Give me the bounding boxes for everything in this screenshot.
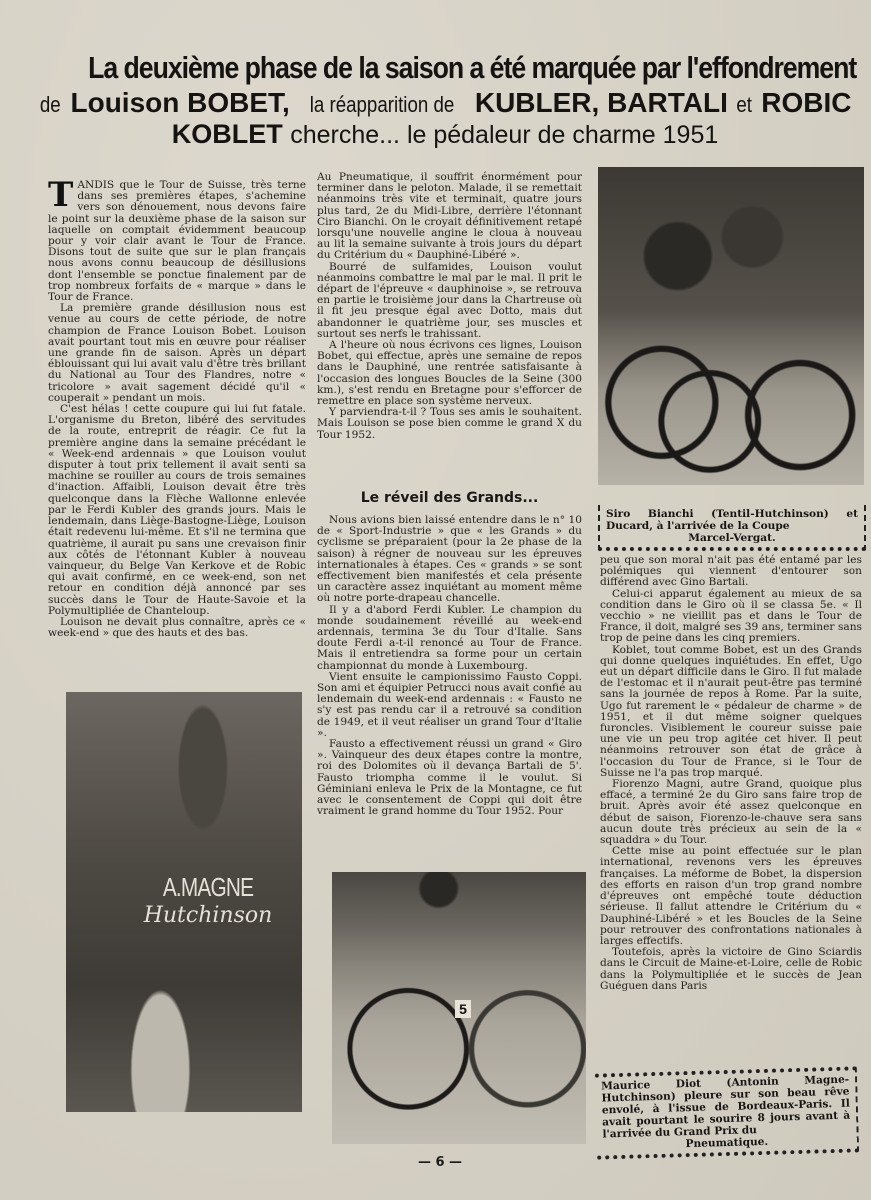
paragraph: Louison ne devait plus connaître, après ce « week-end » que des hauts et des bas. <box>48 615 306 640</box>
article-column-1 <box>48 175 306 640</box>
paragraph: Cette mise au point effectuée sur le plan international, revenons vers les épreuves françaises. La méforme de Bobet, la dispersion des efforts en raison d'un trop grand nombre d'épreuves ont empêché toute déduction sérieuse. Il fallut attendre le Critérium du « Dauphiné-Libéré » et les Boucles de la Seine pour retrouver des confrontations nationales à larges effectifs. <box>600 845 862 947</box>
paragraph: Fausto a effectivement réussi un grand « Giro ». Vainqueur des deux étapes contre la montre, roi des Dolomites où il devança Bartali de 5'. Fausto triompha comme il le voulut. Si Géminiani enleva le Prix de la Montagne, ce fut avec le consentement de Coppi qui doit être vraiment le grand homme du Tour 1952. Pour <box>317 738 582 818</box>
article-column-2-continued <box>317 515 582 817</box>
section-subheading: Le réveil des Grands... <box>360 490 539 506</box>
headline-line-1: La deuxième phase de la saison a été marquée par l'effondrement <box>88 50 857 85</box>
paragraph: peu que son moral n'ait pas été entamé par les polémiques qui viennent d'entourer son différend avec Gino Bartali. <box>600 554 862 589</box>
jersey-lettering: A.MAGNE Hutchinson <box>143 872 273 928</box>
headline-line-3: KOBLET cherche... le pédaleur de charme 1951 <box>171 119 719 149</box>
paragraph: Il y a d'abord Ferdi Kubler. Le champion du monde soudainement réveillé au week-end ardennais, termina 3e du Tour d'Italie. Sans doute Ferdi a-t-il renoncé au Tour de France. Mais il entretiendra sa forme pour un certain championnat du monde à Luxembourg. <box>317 603 582 672</box>
paragraph: A l'heure où nous écrivons ces lignes, Louison Bobet, qui effectue, après une semaine de repos dans le Dauphiné, une rentrée satisfaisante à l'occasion des longues Boucles de la Seine (300 km.), s'est rendu en Bretagne pour s'efforcer de remettre en place son système nerveux. <box>317 339 582 408</box>
article-column-2 <box>317 172 582 441</box>
paragraph: Y parviendra-t-il ? Tous ses amis le souhaitent. Mais Louison se pose bien comme le grand X du Tour 1952. <box>317 406 582 441</box>
paragraph: Toutefois, après la victoire de Gino Sciardis dans le Circuit de Maine-et-Loire, celle de Robic dans la Polymultipliée et le succès de Jean Guéguen dans Paris <box>600 946 862 992</box>
paragraph: Au Pneumatique, il souffrit énormément pour terminer dans le peloton. Malade, il se remettait néanmoins très vite et terminait, quatre jours plus tard, 2e du Midi-Libre, derrière l'étonnant Ciro Bianchi. On le croyait définitivement retapé lorsqu'une nouvelle angine le cloua à nouveau au lit la semaine suivante à trois jours du départ du Critérium du « Dauphiné-Libéré ». <box>317 171 582 262</box>
paragraph: Fiorenzo Magni, autre Grand, quoique plus effacé, a terminé 2e du Giro sans faire trop de bruit. Après avoir été assez quelconque en début de saison, Fiorenzo-le-chauve sera sans aucun doute très précieux au sein de la « squaddra » du Tour. <box>600 778 862 847</box>
bib-number: 5 <box>455 1000 471 1018</box>
paragraph: C'est hélas ! cette coupure qui lui fut fatale. L'organisme du Breton, libéré des servitudes de la route, entreprit de réagir. Ce fut la première angine dans la semaine précédant le « Week-end ardennais » que Louison voulut disputer à tout prix tellement il avait senti sa machine se rouiller au cours de trois semaines d'inaction. Affaibli, Louison devait être très quelconque dans la Flèche Wallonne enlevée par le Ferdi Kubler des grands jours. Mais le lendemain, dans Liège-Bastogne-Liège, Louison était redevenu lui-même. Et s'il ne termina que quatrième, il aurait pu sans une crevaison finir aux côtés de l'étonnant Kubler à nouveau vainqueur, du Belge Van Kerkove et de Robic qui avait confirmé, en ce week-end, son net retour en condition déjà annoncé par ses succès dans le Tour de Haute-Savoie et la Polymultipliée de Chanteloup. <box>48 403 306 617</box>
headline-line-2: de Louison BOBET, la réapparition de KUBLER, BARTALI et ROBIC <box>40 87 852 118</box>
caption-photo-1: Siro Bianchi (Tentil-Hutchinson) et Ducard, à l'arrivée de la Coupe Marcel-Vergat. <box>598 505 866 551</box>
paragraph: TANDIS que le Tour de Suisse, très terne dans ses premières étapes, s'achemine vers son dénouement, nous devons faire le point sur la deuxième phase de la saison sur laquelle on comptait évidemment beaucoup pour y voir clair avant le Tour de France. Disons tout de suite que sur le plan français nous avons connu beaucoup de désillusions dont l'ensemble se ponctue finalement par de trop nombreux forfaits de « marque » dans le Tour de France. <box>48 175 306 304</box>
photo-bianchi-ducard <box>598 167 864 485</box>
paragraph: Nous avions bien laissé entendre dans le n° 10 de « Sport-Industrie » que « les Grands » du cyclisme se préparaient (pour la 2e phase de la saison) à régner de nouveau sur les épreuves internationales à étapes. Ces « grands » se sont effectivement bien manifestés et cela présente un caractère assez inquiétant au moment même où notre porte-drapeau chancelle. <box>317 514 582 605</box>
photo-track-cyclist <box>332 872 586 1144</box>
paragraph: Vient ensuite le campionissimo Fausto Coppi. Son ami et équipier Petrucci nous avait confié au lendemain du week-end ardennais : « Fausto ne s'y est pas rendu car il a retrouvé sa condition de 1949, et il veut réaliser un grand Tour d'Italie ». <box>317 670 582 739</box>
drop-cap: T <box>48 175 74 215</box>
article-column-3 <box>600 555 862 992</box>
paragraph: Celui-ci apparut également au mieux de sa condition dans le Giro où il se classa 5e. « Il vecchio » ne vieillit pas et dans le Tour de France, il doit, malgré ses 39 ans, terminer sans trop de peine dans les cinq premiers. <box>600 587 862 645</box>
paragraph: Bourré de sulfamides, Louison voulut néanmoins combattre le mal par le mal. Il prit le départ de l'épreuve « dauphinoise », se retrouva en partie le troisième jour dans la Chartreuse où il fit jeu presque égal avec Dotto, mais dut abandonner le quatrième jour, ses muscles et surtout ses nerfs le trahissant. <box>317 260 582 340</box>
paragraph: La première grande désillusion nous est venue au cours de cette période, de notre champion de France Louison Bobet. Louison avait pourtant tout mis en œuvre pour réaliser une grande fin de saison. Après un départ éblouissant qui lui avait valu d'être très brillant du National au Tour des Flandres, notre « tricolore » avait sagement décidé qu'il « couperait » pendant un mois. <box>48 302 306 404</box>
photo-diot-crying <box>66 692 302 1112</box>
caption-photo-2: Maurice Diot (Antonin Magne-Hutchinson) pleure sur son beau rêve envolé, à l'issue de Bordeaux-Paris. Il avait pourtant le sourire 8 jours avant à l'arrivée du Grand Prix du Pneumatique. <box>595 1066 859 1159</box>
page-number: — 6 — <box>417 1155 463 1170</box>
paragraph: Koblet, tout comme Bobet, est un des Grands qui donne quelques inquiétudes. En effet, Ugo eut un départ difficile dans le Giro. Il fut malade de l'estomac et il n'aurait peut-être pas terminé sans la journée de repos à Rome. Par la suite, Ugo fut rarement le « pédaleur de charme » de 1951, et il dut même soigner quelques furoncles. Visiblement le coureur suisse paie une vie un peu trop agitée cet hiver. Il peut néanmoins retrouver son état de grâce à l'occasion du Tour de France, si le Tour de Suisse ne l'a pas trop marqué. <box>600 643 862 779</box>
headline <box>30 52 860 148</box>
